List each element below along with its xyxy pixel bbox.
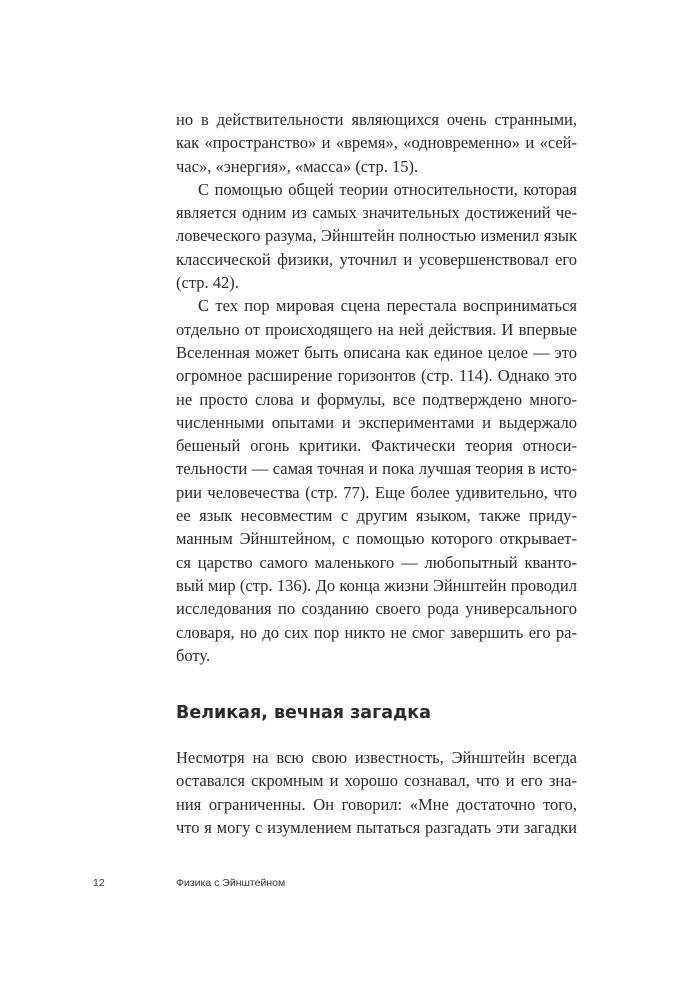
text-line: С помощью общей теории относительности, которая	[198, 179, 577, 199]
text-line: Несмотря на всю свою известность, Эйнштейн всегда	[176, 748, 577, 767]
section-heading: Великая, вечная загадка	[176, 703, 431, 723]
paragraph	[176, 294, 577, 667]
text-line: численными опытами и экспериментами и выдержало	[176, 412, 577, 432]
text-line: манным Эйнштейном, с помощью которого открывает-	[176, 529, 577, 549]
text-line: классической физики, уточнил и усовершенствовал его	[176, 249, 577, 269]
text-line: час», «энергия», «масса» (стр. 15).	[176, 156, 419, 176]
main-text	[176, 108, 577, 667]
text-line: ловеческого разума, Эйнштейн полностью изменил язык	[176, 226, 577, 246]
text-line: (стр. 42).	[176, 273, 239, 293]
text-line: не просто слова и формулы, все подтверждено много-	[176, 389, 577, 409]
text-line: С тех пор мировая сцена перестала восприниматься	[198, 296, 577, 316]
running-footer-title: Физика с Эйнштейном	[176, 877, 286, 889]
text-line: но в действительности являющихся очень странными,	[176, 110, 577, 129]
paragraph	[176, 746, 577, 839]
page-number: 12	[93, 877, 105, 889]
text-line: ее язык несовместим с другим языком, также приду-	[176, 506, 577, 526]
text-line: что я могу с изумлением пытаться разгадать эти загадки	[176, 817, 577, 837]
text-line: словаря, но до сих пор никто не смог завершить его ра-	[176, 622, 577, 642]
text-line: вый мир (стр. 136). До конца жизни Эйнштейн проводил	[176, 575, 577, 595]
section-text	[176, 746, 577, 839]
text-line: отдельно от происходящего на ней действия. И впервые	[176, 319, 577, 339]
paragraph	[176, 108, 577, 178]
text-line: является одним из самых значительных достижений че-	[176, 203, 577, 223]
text-line: бешеный огонь критики. Фактически теория относи-	[176, 436, 577, 456]
text-line: оставался скромным и хорошо сознавал, что и его зна-	[176, 771, 577, 791]
text-line: тельности — самая точная и пока лучшая теория в исто-	[176, 459, 577, 479]
text-line: ся царство самого маленького — любопытный кванто-	[176, 552, 577, 572]
text-line: ния ограниченны. Он говорил: «Мне достаточно того,	[176, 794, 577, 814]
text-line: исследования по созданию своего рода универсального	[176, 599, 577, 619]
text-line: рии человечества (стр. 77). Еще более удивительно, что	[176, 482, 577, 502]
text-line: как «пространство» и «время», «одновременно» и «сей-	[176, 133, 577, 153]
text-line: огромное расширение горизонтов (стр. 114). Однако это	[176, 366, 577, 386]
text-line: Вселенная может быть описана как единое целое — это	[176, 342, 577, 362]
text-line: боту.	[176, 645, 211, 665]
paragraph	[176, 178, 577, 294]
